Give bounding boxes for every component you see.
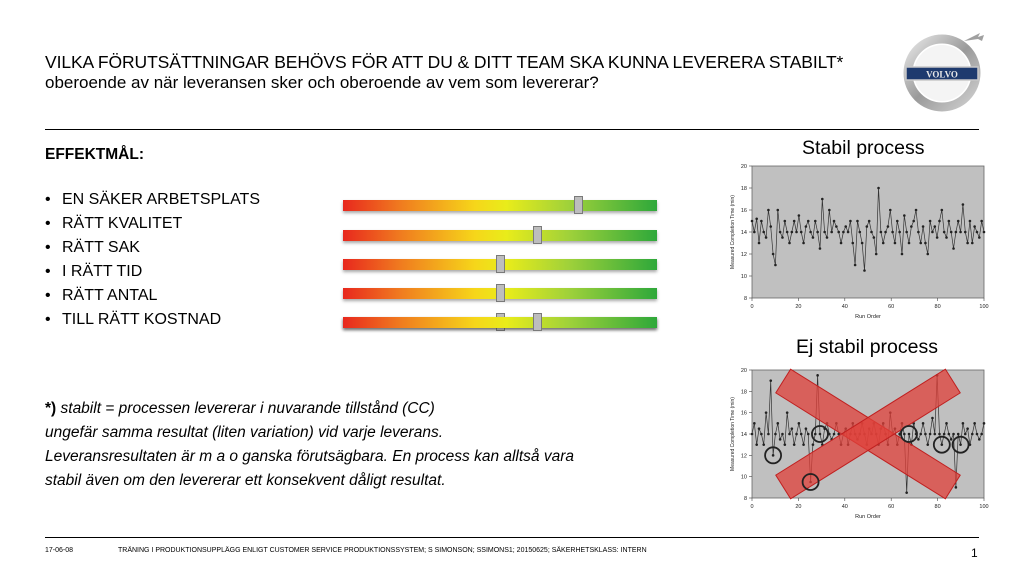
data-point [774,433,777,436]
data-point [765,236,768,239]
data-point [938,220,941,223]
data-point [760,433,763,436]
data-point [823,231,826,234]
footer-divider [45,537,979,538]
data-point [816,374,819,377]
data-point [786,231,789,234]
data-point [931,417,934,420]
effect-label: RÄTT SAK [62,239,140,256]
data-point [948,433,951,436]
data-point [896,220,899,223]
data-point [802,242,805,245]
data-point [976,433,979,436]
y-tick-label: 12 [740,453,747,460]
bullet: • [45,287,51,304]
data-point [769,379,772,382]
data-point [758,242,761,245]
data-point [936,236,939,239]
data-point [905,231,908,234]
data-point [791,427,794,430]
x-tick-label: 0 [750,504,754,510]
data-point [950,438,953,441]
data-point [784,443,787,446]
data-point [957,220,960,223]
data-point [983,231,986,234]
data-point [800,433,803,436]
x-tick-label: 100 [979,304,989,310]
data-point [983,422,986,425]
footnote-star: *) [45,400,57,417]
data-point [882,242,885,245]
data-point [945,422,948,425]
data-point [917,438,920,441]
data-point [856,220,859,223]
data-point [760,220,763,223]
y-tick-label: 16 [740,410,747,417]
y-tick-label: 18 [740,186,747,192]
bullet: • [45,239,51,256]
stable-process-chart [724,160,990,328]
data-point [805,225,808,228]
data-point [786,411,789,414]
data-point [849,220,852,223]
data-point [798,214,801,217]
data-point [816,231,819,234]
data-point [980,433,983,436]
effects-heading: EFFEKTMÅL: [45,146,145,163]
data-point [765,411,768,414]
data-point [762,443,765,446]
y-tick-label: 8 [743,296,747,302]
data-point [788,433,791,436]
x-axis-label: Run Order [855,314,881,320]
list-item [45,286,260,310]
chart-title-unstable: Ej stabil process [796,336,938,358]
data-point [887,225,890,228]
x-tick-label: 60 [888,504,895,510]
data-point [795,433,798,436]
y-tick-label: 16 [740,208,747,214]
data-point [767,209,770,212]
effect-label: RÄTT KVALITET [62,215,183,232]
data-point [755,218,758,221]
data-point [922,422,925,425]
footnote-line: Leveransresultaten är m a o ganska förutsägbara. En process kan alltså vara [45,448,575,465]
y-tick-label: 12 [740,252,747,258]
data-point [800,231,803,234]
data-point [941,209,944,212]
data-point [924,242,927,245]
data-point [919,433,922,436]
data-point [950,231,953,234]
volvo-logo [902,27,988,113]
data-point [948,220,951,223]
header-divider [45,129,979,130]
data-point [931,231,934,234]
data-point [894,242,897,245]
data-point [814,220,817,223]
data-point [837,231,840,234]
data-point [753,231,756,234]
data-point [952,247,955,250]
data-point [873,236,876,239]
y-tick-label: 8 [743,496,747,502]
data-point [971,242,974,245]
data-point [758,427,761,430]
data-point [962,203,965,206]
data-point [976,231,979,234]
data-point [809,231,812,234]
data-point [863,269,866,272]
bullet: • [45,215,51,232]
data-point [903,433,906,436]
data-point [922,225,925,228]
footnote [45,397,574,493]
data-point [924,433,927,436]
effect-label: I RÄTT TID [62,263,143,280]
data-point [779,438,782,441]
data-point [919,242,922,245]
data-point [772,454,775,457]
data-point [833,220,836,223]
data-point [884,231,887,234]
data-point [830,231,833,234]
data-point [769,225,772,228]
data-point [812,236,815,239]
data-point [955,486,958,489]
data-point [767,433,770,436]
page-subtitle: oberoende av när leveransen sker och oberoende av vem som levererar? [45,73,599,92]
data-point [870,231,873,234]
data-point [891,231,894,234]
y-tick-label: 20 [740,164,747,170]
data-point [774,264,777,267]
data-point [751,433,754,436]
data-point [901,253,904,256]
data-point [840,242,843,245]
data-point [875,253,878,256]
bullet: • [45,263,51,280]
y-tick-label: 14 [740,230,747,236]
slider-thumb[interactable] [574,196,583,214]
page-title: VILKA FÖRUTSÄTTNINGAR BEHÖVS FÖR ATT DU & DITT TEAM SKA KUNNA LEVERERA STABILT* [45,52,844,72]
data-point [779,231,782,234]
bullet: • [45,191,51,208]
data-point [971,433,974,436]
data-point [847,231,850,234]
data-point [844,225,847,228]
data-point [980,220,983,223]
data-point [781,236,784,239]
data-point [908,242,911,245]
data-point [868,220,871,223]
y-tick-label: 10 [740,474,747,481]
x-tick-label: 100 [979,504,989,510]
data-point [929,220,932,223]
list-item [45,214,260,238]
logo-text: VOLVO [926,69,958,80]
data-point [753,422,756,425]
effect-slider[interactable] [343,288,657,299]
data-point [898,231,901,234]
data-point [905,491,908,494]
x-tick-label: 0 [750,304,754,310]
data-point [926,443,929,446]
data-point [828,209,831,212]
y-tick-label: 14 [740,432,747,438]
x-tick-label: 80 [934,504,941,510]
effect-slider[interactable] [343,200,657,211]
data-point [955,231,958,234]
slider-thumb[interactable] [496,255,505,273]
data-point [915,209,918,212]
data-point [964,433,967,436]
effect-label: EN SÄKER ARBETSPLATS [62,191,260,208]
footnote-line: ungefär samma resultat (liten variation) vid varje leverans. [45,424,444,441]
data-point [793,220,796,223]
data-point [889,209,892,212]
data-point [819,247,822,250]
data-point [943,231,946,234]
data-point [957,433,960,436]
x-axis-label: Run Order [855,514,881,520]
data-point [819,433,822,436]
data-point [933,433,936,436]
effect-slider[interactable] [343,317,657,328]
data-point [784,220,787,223]
data-point [781,433,784,436]
x-tick-label: 60 [888,304,895,310]
data-point [795,231,798,234]
x-tick-label: 40 [841,304,848,310]
list-item [45,310,260,334]
data-point [776,422,779,425]
data-point [945,236,948,239]
data-point [933,225,936,228]
data-point [959,443,962,446]
data-point [788,242,791,245]
data-point [912,220,915,223]
data-point [772,253,775,256]
list-item [45,262,260,286]
unstable-process-chart [724,364,990,528]
data-point [866,225,869,228]
data-point [793,443,796,446]
page-number: 1 [971,546,978,560]
effect-slider[interactable] [343,259,657,270]
data-point [814,433,817,436]
footnote-line: stabil även om den levererar ett konsekvent dåligt resultat. [45,472,446,489]
data-point [917,231,920,234]
data-point [938,433,941,436]
data-point [802,443,805,446]
x-tick-label: 20 [795,504,802,510]
effect-label: RÄTT ANTAL [62,287,158,304]
data-point [929,433,932,436]
chart-title-stable: Stabil process [802,137,925,159]
data-point [755,443,758,446]
data-point [966,427,969,430]
data-point [962,422,965,425]
data-point [964,231,967,234]
data-point [969,220,972,223]
x-tick-label: 20 [795,304,802,310]
effect-slider[interactable] [343,230,657,241]
y-axis-label: Measured Completion Time (min) [730,397,736,471]
x-tick-label: 80 [934,304,941,310]
data-point [851,242,854,245]
y-tick-label: 10 [740,274,747,280]
data-point [854,264,857,267]
data-point [858,231,861,234]
data-point [835,225,838,228]
data-point [826,236,829,239]
data-point [880,231,883,234]
data-point [776,209,779,212]
data-point [877,187,880,190]
y-tick-label: 20 [740,368,747,374]
data-point [952,433,955,436]
data-point [978,236,981,239]
data-point [762,231,765,234]
slider-thumb[interactable] [533,313,542,331]
data-point [966,242,969,245]
footer-date: 17-06-08 [45,547,74,554]
x-tick-label: 40 [841,504,848,510]
effect-label: TILL RÄTT KOSTNAD [62,311,222,328]
data-point [973,422,976,425]
data-point [812,443,815,446]
data-point [833,433,836,436]
list-item [45,238,260,262]
data-point [973,225,976,228]
data-point [751,220,754,223]
data-point [959,231,962,234]
data-point [978,438,981,441]
slider-thumb[interactable] [496,284,505,302]
data-point [903,214,906,217]
data-point [807,433,810,436]
data-point [791,231,794,234]
bullet: • [45,311,51,328]
footer-text: TRÄNING I PRODUKTIONSUPPLÄGG ENLIGT CUSTOMER SERVICE PRODUKTIONSSYSTEM; S SIMONSON; SSIMONS1; 20150625; SÄKERHETSKLASS: INTERN [118,547,647,554]
data-point [926,253,929,256]
data-point [798,422,801,425]
list-item [45,190,260,214]
data-point [842,231,845,234]
slider-thumb[interactable] [533,226,542,244]
data-point [861,242,864,245]
data-point [821,198,824,201]
y-tick-label: 18 [740,389,747,396]
data-point [943,433,946,436]
data-point [941,443,944,446]
data-point [807,220,810,223]
y-axis-label: Measured Completion Time (min) [730,195,736,269]
data-point [805,427,808,430]
effects-list [45,190,260,334]
data-point [910,225,913,228]
footnote-line: stabilt = processen levererar i nuvarande tillstånd (CC) [56,400,435,417]
data-point [908,433,911,436]
